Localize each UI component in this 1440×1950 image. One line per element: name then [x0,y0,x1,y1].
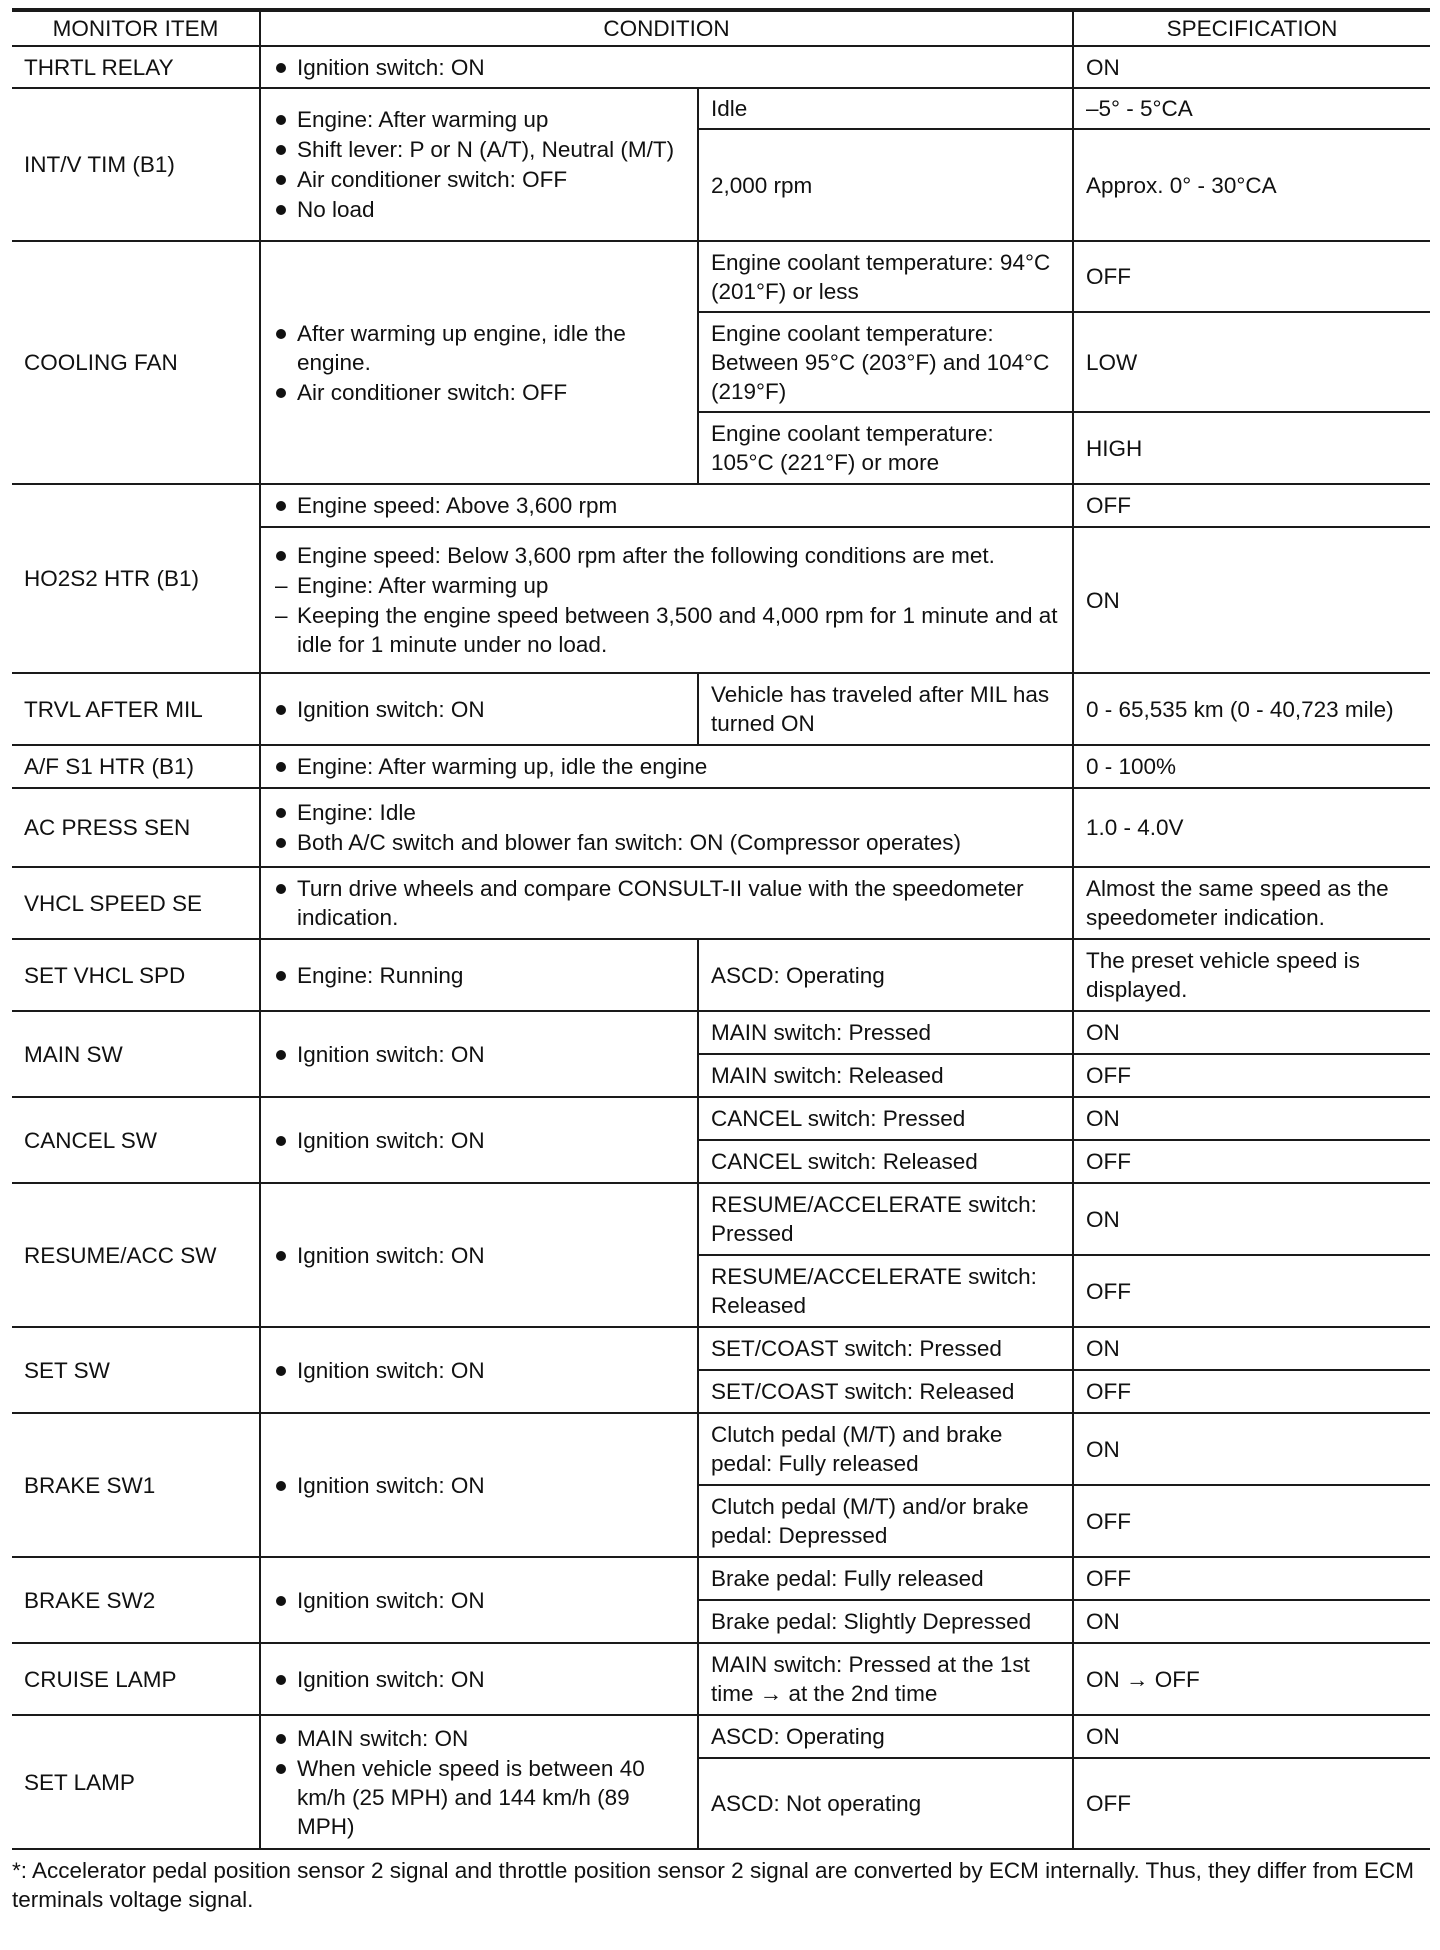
monitor-item: THRTL RELAY [12,46,260,88]
specification: ON [1073,527,1430,673]
specification: –5° - 5°CA [1073,88,1430,129]
sub-condition: MAIN switch: Pressed [698,1011,1073,1054]
bullet-item: Engine speed: Below 3,600 rpm after the following conditions are met. [273,541,1060,570]
sub-condition: SET/COAST switch: Released [698,1370,1073,1413]
bullet-item: Ignition switch: ON [273,1126,685,1155]
monitor-item: SET LAMP [12,1715,260,1849]
condition [260,1183,698,1327]
bullet-item: Ignition switch: ON [273,1665,685,1694]
condition [260,241,698,484]
condition [260,1557,698,1643]
sub-condition: Engine coolant temperature: Between 95°C (203°F) and 104°C (219°F) [698,312,1073,412]
table-row [12,1097,1430,1140]
table-row [12,788,1430,867]
specification: ON [1073,1011,1430,1054]
specification: ON [1073,1097,1430,1140]
specification: OFF [1073,1370,1430,1413]
sub-condition: Brake pedal: Fully released [698,1557,1073,1600]
spec-document [12,8,1430,1937]
monitor-item: RESUME/ACC SW [12,1183,260,1327]
specification: ON [1073,46,1430,88]
specification: OFF [1073,1054,1430,1097]
bullet-item: Ignition switch: ON [273,695,685,724]
specification: The preset vehicle speed is displayed. [1073,939,1430,1011]
sub-condition: Clutch pedal (M/T) and brake pedal: Fully released [698,1413,1073,1485]
sub-condition: RESUME/ACCELERATE switch: Released [698,1255,1073,1327]
sub-condition: MAIN switch: Released [698,1054,1073,1097]
bullet-item: Ignition switch: ON [273,1241,685,1270]
bullet-item: Ignition switch: ON [273,1040,685,1069]
monitor-item: MAIN SW [12,1011,260,1097]
bullet-item: When vehicle speed is between 40 km/h (25 MPH) and 144 km/h (89 MPH) [273,1754,685,1841]
monitor-spec-table [12,8,1430,1850]
condition [260,1715,698,1849]
monitor-item: CANCEL SW [12,1097,260,1183]
sub-condition: ASCD: Operating [698,939,1073,1011]
table-row [12,1643,1430,1715]
specification: 1.0 - 4.0V [1073,788,1430,867]
specification: 0 - 65,535 km (0 - 40,723 mile) [1073,673,1430,745]
condition [260,1643,698,1715]
specification: ON → OFF [1073,1643,1430,1715]
table-row [12,673,1430,745]
specification: ON [1073,1600,1430,1643]
table-row [12,1327,1430,1370]
monitor-item: CRUISE LAMP [12,1643,260,1715]
sub-condition: SET/COAST switch: Pressed [698,1327,1073,1370]
bullet-item: Air conditioner switch: OFF [273,165,685,194]
sub-condition: 2,000 rpm [698,129,1073,241]
table-row [12,1557,1430,1600]
specification: ON [1073,1715,1430,1758]
table-row [12,1011,1430,1054]
monitor-item: HO2S2 HTR (B1) [12,484,260,673]
monitor-item: SET VHCL SPD [12,939,260,1011]
bullet-item: MAIN switch: ON [273,1724,685,1753]
condition [260,88,698,241]
table-row [12,484,1430,527]
table-row [12,241,1430,312]
table-row [12,88,1430,129]
monitor-item: BRAKE SW1 [12,1413,260,1557]
monitor-item: AC PRESS SEN [12,788,260,867]
table-row [12,1183,1430,1255]
sub-condition: ASCD: Not operating [698,1758,1073,1849]
header-monitor-item: MONITOR ITEM [12,10,260,46]
specification: Approx. 0° - 30°CA [1073,129,1430,241]
header-row [12,10,1430,46]
sub-condition: Engine coolant temperature: 105°C (221°F) or more [698,412,1073,484]
bullet-item: Air conditioner switch: OFF [273,378,685,407]
monitor-item: A/F S1 HTR (B1) [12,745,260,788]
condition [260,867,1073,939]
specification: ON [1073,1413,1430,1485]
sub-condition: Vehicle has traveled after MIL has turned ON [698,673,1073,745]
dash-item: – Keeping the engine speed between 3,500 and 4,000 rpm for 1 minute and at idle for 1 minute under no load. [273,601,1060,659]
sub-condition: CANCEL switch: Pressed [698,1097,1073,1140]
monitor-item: INT/V TIM (B1) [12,88,260,241]
condition [260,745,1073,788]
table-row [12,867,1430,939]
monitor-item: BRAKE SW2 [12,1557,260,1643]
footnote: *: Accelerator pedal position sensor 2 signal and throttle position sensor 2 signal are converted by ECM internally. Thus, they differ from ECM terminals voltage signal. [12,1858,1414,1912]
bullet-item: Shift lever: P or N (A/T), Neutral (M/T) [273,135,685,164]
bullet-item: No load [273,195,685,224]
condition [260,939,698,1011]
sub-condition: Idle [698,88,1073,129]
table-row [12,939,1430,1011]
sub-condition: RESUME/ACCELERATE switch: Pressed [698,1183,1073,1255]
table-row [12,1413,1430,1485]
sub-condition: Engine coolant temperature: 94°C (201°F) or less [698,241,1073,312]
header-condition: CONDITION [260,10,1073,46]
condition [260,788,1073,867]
condition [260,46,1073,88]
monitor-item: COOLING FAN [12,241,260,484]
bullet-item: Engine speed: Above 3,600 rpm [273,491,1060,520]
sub-condition: ASCD: Operating [698,1715,1073,1758]
bullet-item: Engine: Idle [273,798,1060,827]
condition [260,484,1073,527]
table-row [12,1715,1430,1758]
specification: OFF [1073,1255,1430,1327]
condition [260,673,698,745]
bullet-item: After warming up engine, idle the engine. [273,319,685,377]
bullet-item: Turn drive wheels and compare CONSULT-II value with the speedometer indication. [273,874,1060,932]
bullet-item: Ignition switch: ON [273,53,1060,82]
specification: OFF [1073,484,1430,527]
bullet-item: Ignition switch: ON [273,1471,685,1500]
bullet-item: Engine: Running [273,961,685,990]
bullet-item: Engine: After warming up, idle the engine [273,752,1060,781]
specification: ON [1073,1183,1430,1255]
specification: ON [1073,1327,1430,1370]
condition [260,1011,698,1097]
condition [260,527,1073,673]
monitor-item: VHCL SPEED SE [12,867,260,939]
table-row [12,745,1430,788]
sub-condition: Brake pedal: Slightly Depressed [698,1600,1073,1643]
header-specification: SPECIFICATION [1073,10,1430,46]
bullet-item: Both A/C switch and blower fan switch: ON (Compressor operates) [273,828,1060,857]
condition [260,1413,698,1557]
sub-condition: MAIN switch: Pressed at the 1st time → at the 2nd time [698,1643,1073,1715]
specification: LOW [1073,312,1430,412]
condition [260,1097,698,1183]
table-row [12,46,1430,88]
bullet-item: Ignition switch: ON [273,1586,685,1615]
sub-condition: Clutch pedal (M/T) and/or brake pedal: Depressed [698,1485,1073,1557]
specification: OFF [1073,241,1430,312]
specification: OFF [1073,1485,1430,1557]
monitor-item: SET SW [12,1327,260,1413]
monitor-item: TRVL AFTER MIL [12,673,260,745]
specification: Almost the same speed as the speedometer indication. [1073,867,1430,939]
specification: 0 - 100% [1073,745,1430,788]
specification: OFF [1073,1557,1430,1600]
sub-condition: CANCEL switch: Released [698,1140,1073,1183]
specification: HIGH [1073,412,1430,484]
condition [260,1327,698,1413]
specification: OFF [1073,1140,1430,1183]
specification: OFF [1073,1758,1430,1849]
dash-item: – Engine: After warming up [273,571,1060,600]
bullet-item: Ignition switch: ON [273,1356,685,1385]
bullet-item: Engine: After warming up [273,105,685,134]
